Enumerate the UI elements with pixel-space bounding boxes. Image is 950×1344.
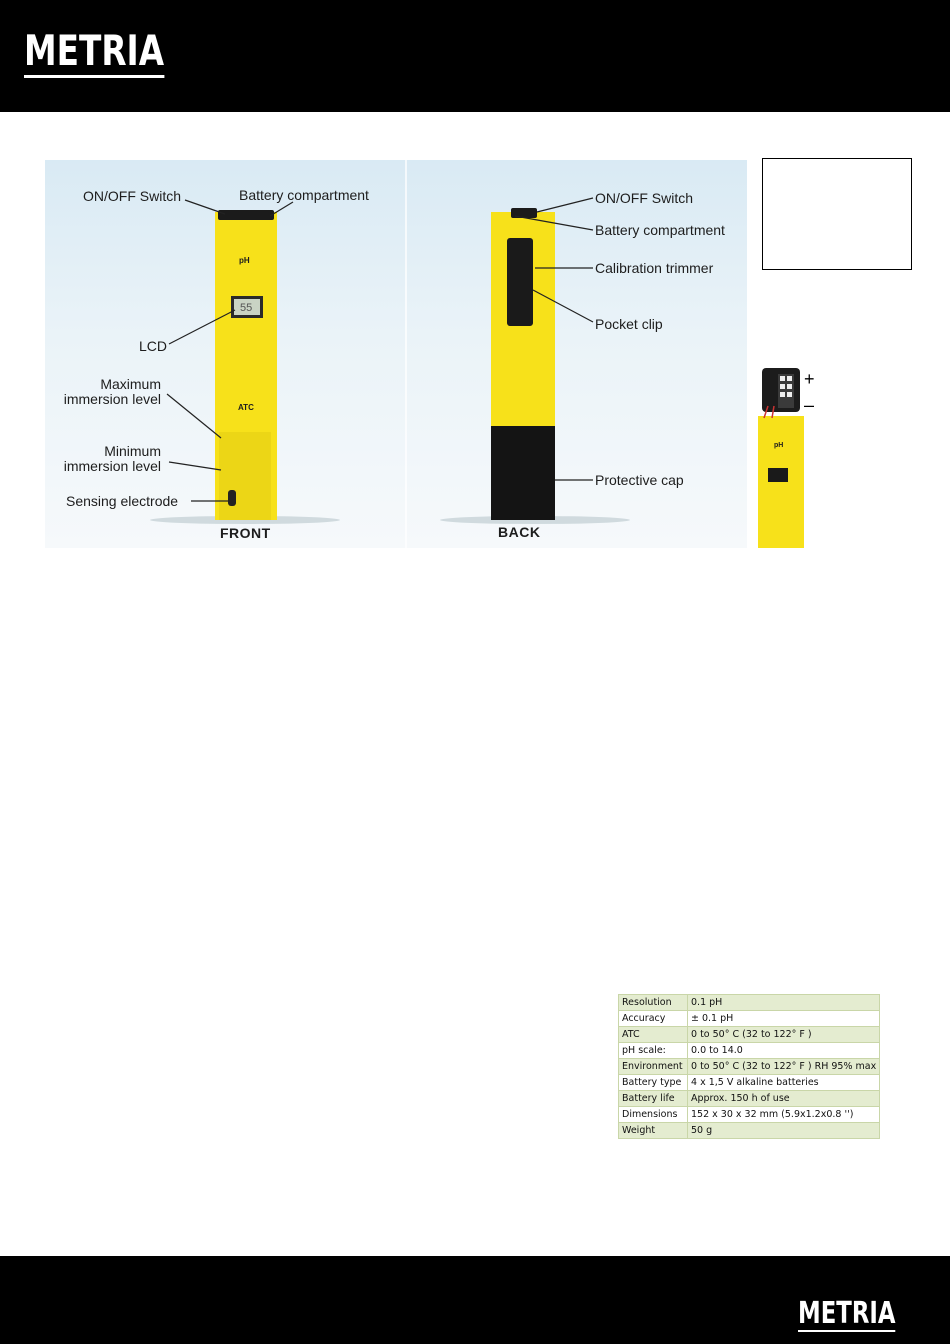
spec-key: Battery life bbox=[619, 1091, 688, 1107]
spec-value: 0 to 50° C (32 to 122° F ) RH 95% max bbox=[688, 1059, 880, 1075]
spec-row bbox=[619, 1107, 880, 1123]
spec-row bbox=[619, 1011, 880, 1027]
front-label-max-immersion-2: immersion level bbox=[63, 391, 161, 407]
front-label-lcd: LCD bbox=[139, 338, 168, 354]
battery-illustration bbox=[752, 362, 832, 548]
battery-compartment-photo bbox=[752, 362, 832, 548]
back-caption: BACK bbox=[498, 524, 541, 540]
spec-key: Environment bbox=[619, 1059, 688, 1075]
spec-key: pH scale: bbox=[619, 1043, 688, 1059]
spec-value: 0.0 to 14.0 bbox=[688, 1043, 880, 1059]
plus-terminal-label: + bbox=[804, 369, 815, 389]
spec-row bbox=[619, 1075, 880, 1091]
spec-value: ± 0.1 pH bbox=[688, 1011, 880, 1027]
front-label-electrode: Sensing electrode bbox=[66, 493, 179, 509]
battery-photo-ph-marking: pH bbox=[774, 442, 784, 449]
back-label-cap: Protective cap bbox=[595, 472, 684, 488]
spec-row bbox=[619, 1123, 880, 1139]
back-label-battery: Battery compartment bbox=[595, 222, 725, 238]
spec-key: Resolution bbox=[619, 995, 688, 1011]
spec-value: 50 g bbox=[688, 1123, 880, 1139]
spec-row bbox=[619, 1043, 880, 1059]
spec-key: Weight bbox=[619, 1123, 688, 1139]
specifications-table bbox=[618, 994, 880, 1139]
front-caption: FRONT bbox=[220, 525, 271, 541]
front-label-min-immersion-2: immersion level bbox=[63, 458, 161, 474]
spec-key: Battery type bbox=[619, 1075, 688, 1091]
spec-row bbox=[619, 1059, 880, 1075]
spec-key: ATC bbox=[619, 1027, 688, 1043]
back-label-clip: Pocket clip bbox=[595, 316, 663, 332]
lcd-reading: 55 bbox=[240, 302, 253, 314]
front-label-max-immersion-1: Maximum bbox=[100, 376, 161, 392]
back-label-trimmer: Calibration trimmer bbox=[595, 260, 714, 276]
front-label-on-off: ON/OFF Switch bbox=[83, 188, 182, 204]
spec-row bbox=[619, 1091, 880, 1107]
spec-value: 152 x 30 x 32 mm (5.9x1.2x0.8 '') bbox=[688, 1107, 880, 1123]
spec-key: Accuracy bbox=[619, 1011, 688, 1027]
spec-key: Dimensions bbox=[619, 1107, 688, 1123]
spec-value: 0.1 pH bbox=[688, 995, 880, 1011]
spec-row bbox=[619, 1027, 880, 1043]
meter-illustration bbox=[45, 160, 747, 548]
blank-frame bbox=[762, 158, 912, 270]
product-photo bbox=[45, 160, 747, 548]
front-label-battery: Battery compartment bbox=[239, 187, 369, 203]
spec-row bbox=[619, 995, 880, 1011]
footer-logo: METRIA bbox=[798, 1296, 896, 1331]
meter-atc-marking: ATC bbox=[238, 403, 254, 412]
page-header bbox=[0, 0, 950, 112]
meter-ph-marking: pH bbox=[239, 256, 250, 265]
minus-terminal-label: – bbox=[804, 395, 815, 415]
brand-logo: METRIA bbox=[24, 28, 164, 78]
back-label-on-off: ON/OFF Switch bbox=[595, 190, 694, 206]
spec-value: 0 to 50° C (32 to 122° F ) bbox=[688, 1027, 880, 1043]
spec-value: 4 x 1,5 V alkaline batteries bbox=[688, 1075, 880, 1091]
spec-value: Approx. 150 h of use bbox=[688, 1091, 880, 1107]
photo-divider bbox=[405, 160, 407, 548]
front-label-min-immersion-1: Minimum bbox=[104, 443, 161, 459]
